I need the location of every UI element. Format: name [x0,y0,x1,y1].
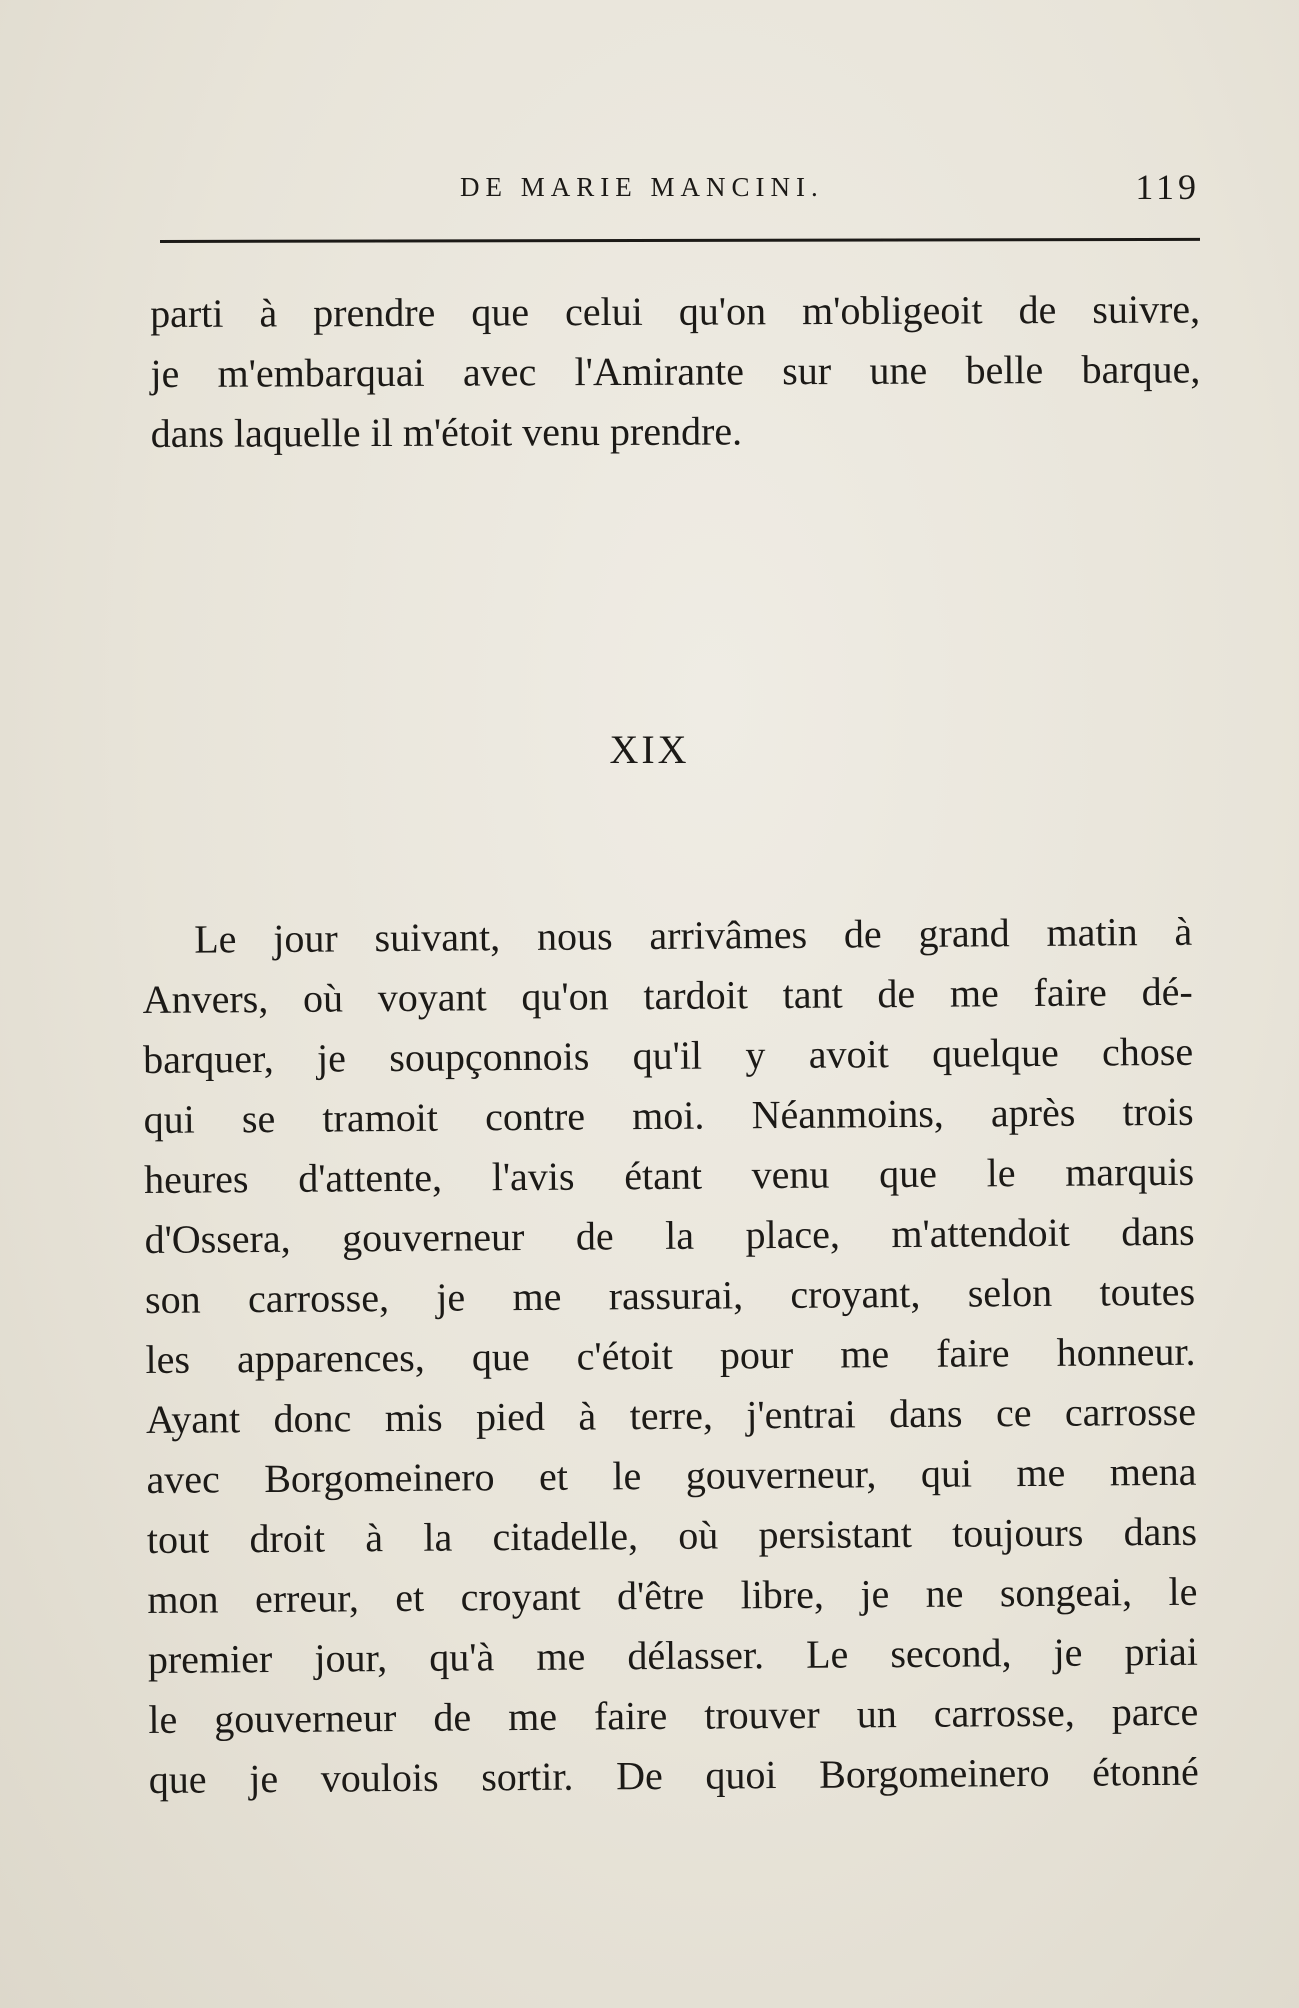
text-line: barquer, je soupçonnois qu'il y avoit quelque chose [142,1028,1194,1082]
text-line: Le jour suivant, nous arrivâmes de grand matin à [194,908,1193,962]
text-line: mon erreur, et croyant d'être libre, je ne songeai, le [147,1568,1198,1622]
page-number: 119 [1135,167,1200,207]
text-line: tout droit à la citadelle, où persistant toujours dans [146,1508,1198,1562]
text-line: le gouverneur de me faire trouver un carrosse, parce [148,1688,1199,1742]
text-line: que je voulois sortir. De quoi Borgomeinero étonné [148,1748,1199,1802]
text-line: je m'embarquai avec l'Amirante sur une belle barque, [150,346,1201,396]
chapter-numeral: XIX [609,727,690,772]
text-line: parti à prendre que celui qu'on m'obligeoit de suivre, [150,286,1201,336]
text-line: d'Ossera, gouverneur de la place, m'attendoit dans [144,1208,1195,1262]
running-title: DE MARIE MANCINI. [460,172,824,202]
text-line: heures d'attente, l'avis étant venu que le marquis [143,1148,1195,1202]
header-rule [160,238,1200,243]
text-line: Anvers, où voyant qu'on tardoit tant de me faire dé- [142,968,1193,1022]
continuation-paragraph [150,279,1201,464]
text-line: Ayant donc mis pied à terre, j'entrai dans ce carrosse [145,1388,1197,1442]
text-line: les apparences, que c'étoit pour me faire honneur. [145,1328,1196,1382]
text-line: avec Borgomeinero et le gouverneur, qui me mena [146,1448,1197,1502]
text-line: qui se tramoit contre moi. Néanmoins, après trois [143,1088,1194,1142]
text-line: premier jour, qu'à me délasser. Le second, je priai [147,1628,1199,1682]
chapter-paragraph [142,902,1199,1810]
text-line: son carrosse, je me rassurai, croyant, selon toutes [144,1268,1196,1322]
text-line: dans laquelle il m'étoit venu prendre. [150,408,743,456]
running-head [150,165,1200,209]
